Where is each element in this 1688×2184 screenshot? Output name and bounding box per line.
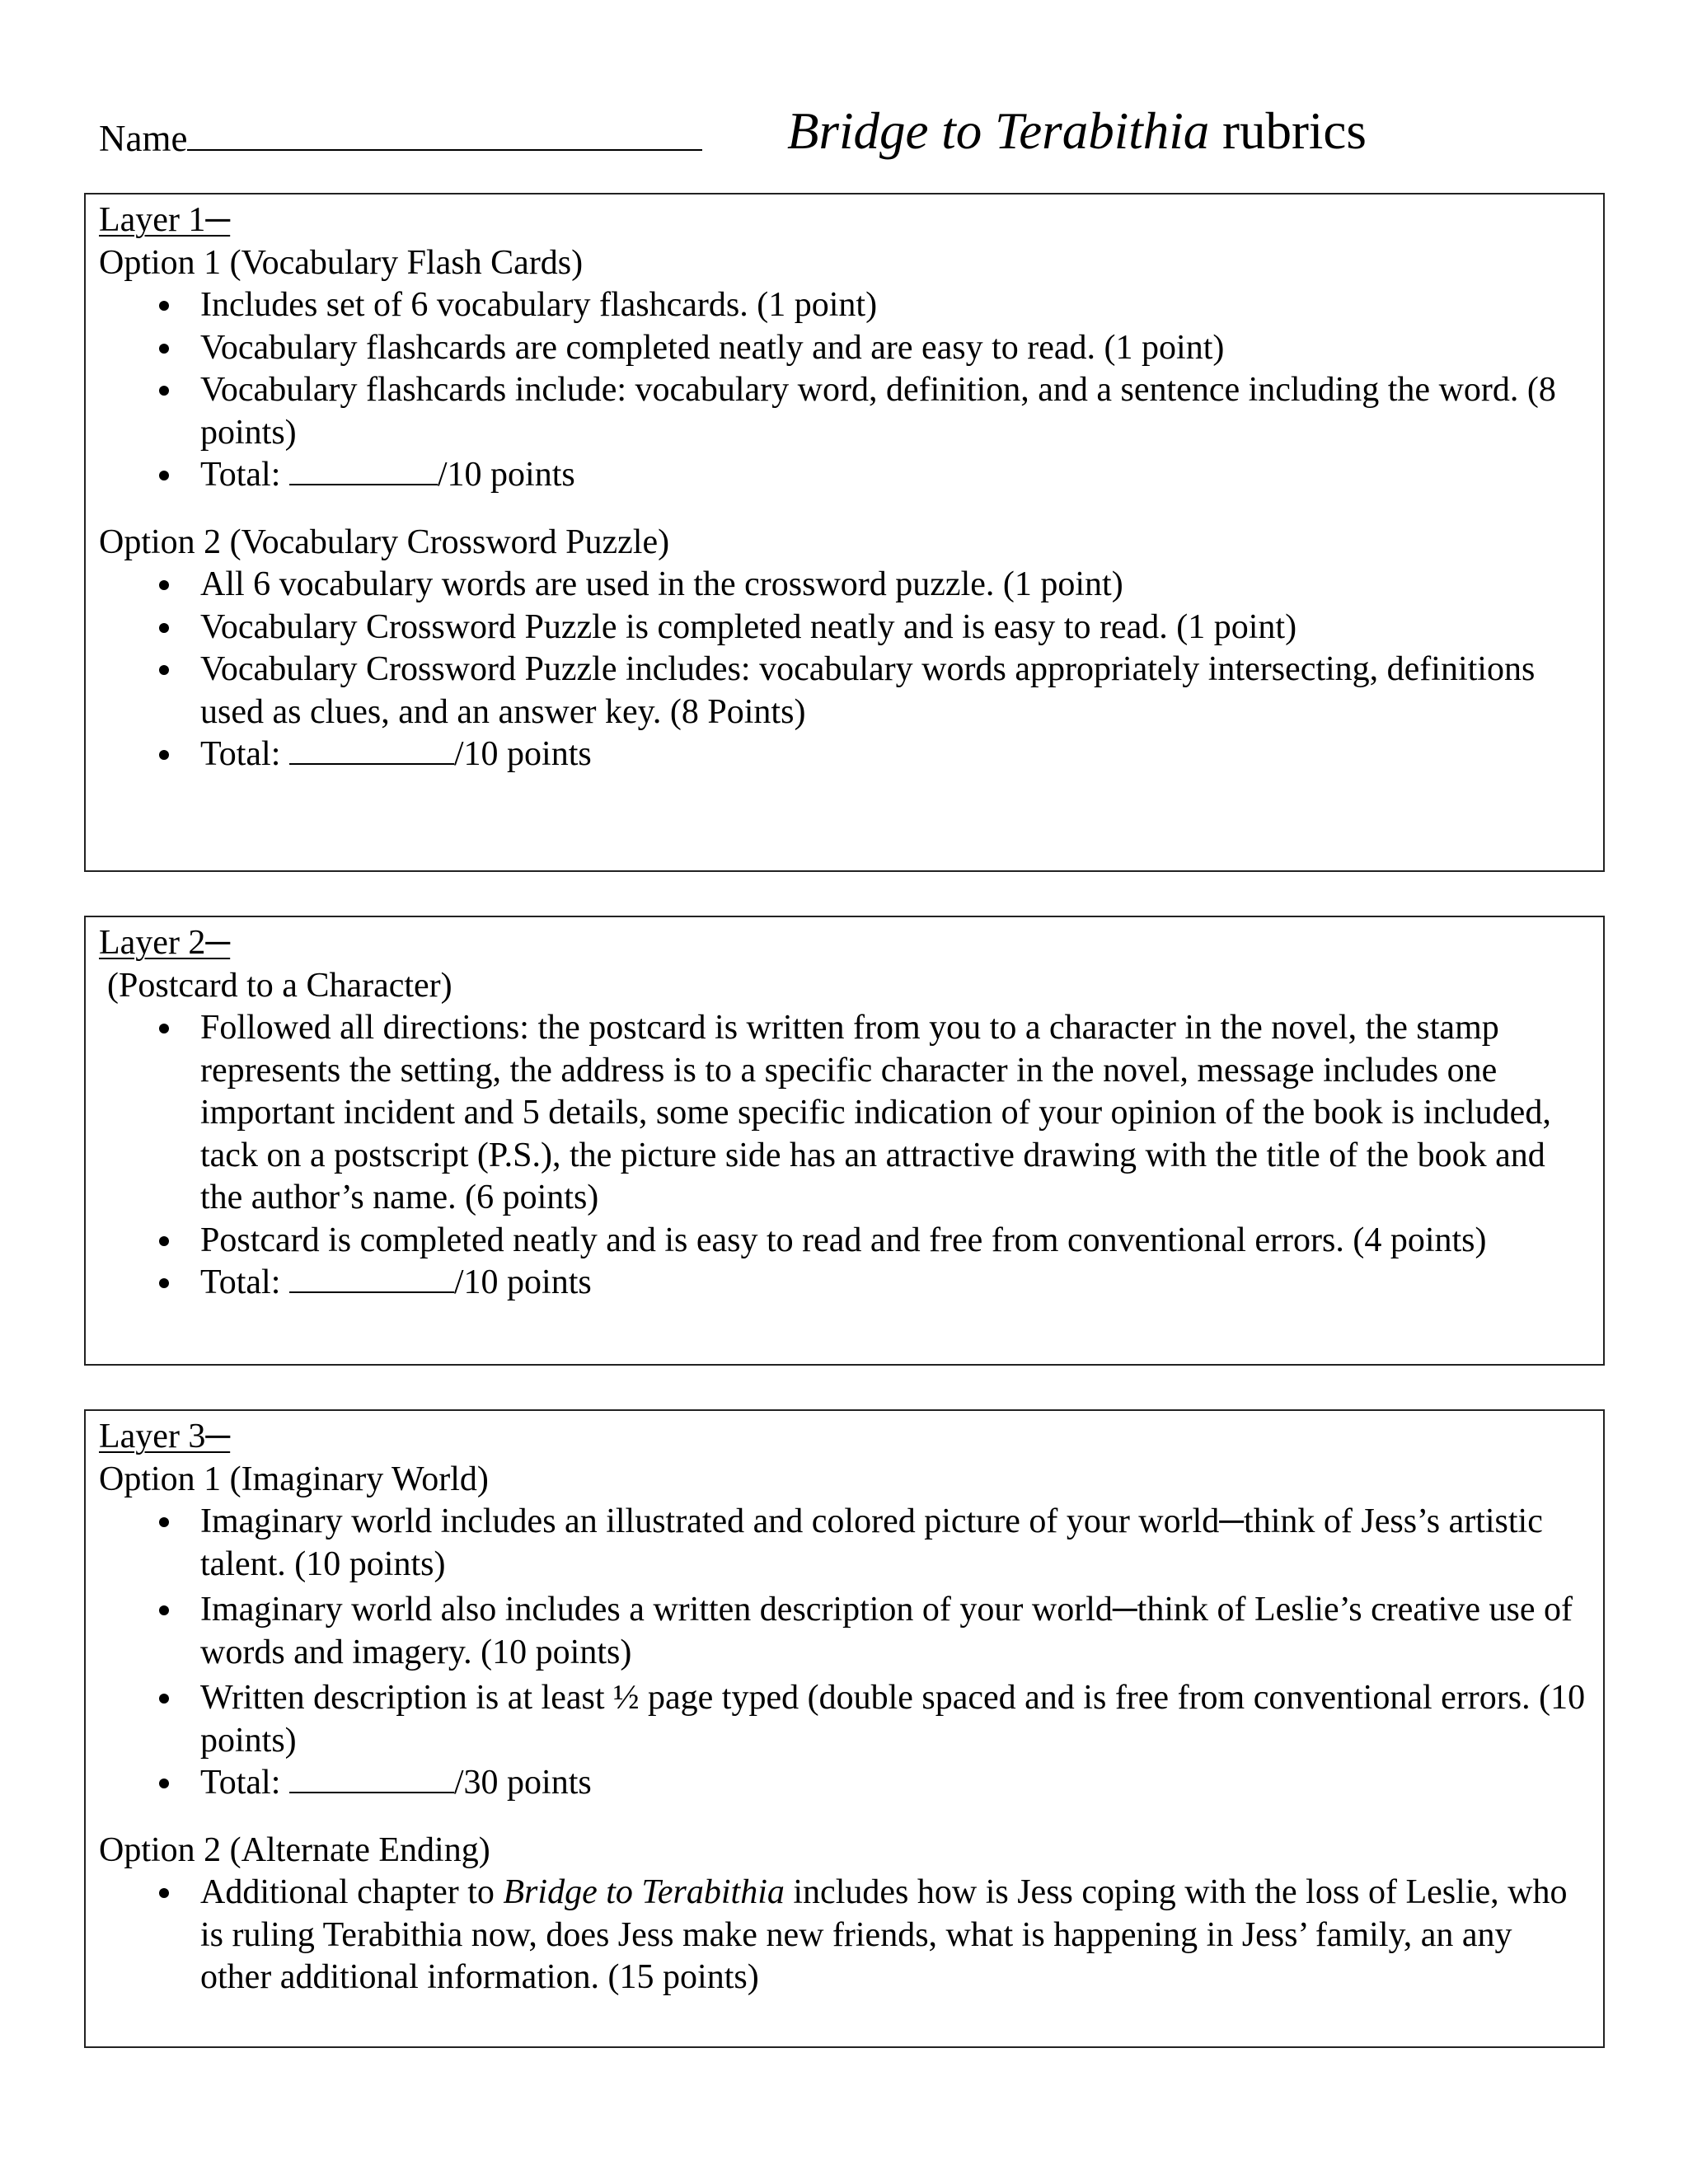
total-line: Total: /10 points	[99, 1262, 1590, 1305]
name-field[interactable]	[99, 114, 702, 163]
bullet-icon	[159, 1694, 169, 1704]
name-label: Name	[99, 118, 188, 159]
score-blank[interactable]	[289, 459, 438, 485]
bullet-icon	[159, 1024, 169, 1033]
page-title-suffix: rubrics	[1209, 102, 1367, 160]
page-title	[787, 98, 1367, 164]
bullet-icon	[159, 750, 169, 760]
layer-3-option-2-list	[99, 1872, 1590, 1999]
bullet-icon	[159, 1236, 169, 1246]
list-item: Followed all directions: the postcard is written from you to a character in the novel, the stamp represents the setting, the address is to a specific character in the novel, message includes one important incident and 5 details, some specific indication of your opinion of the book is included, tack on a postscript (P.S.), the picture side has an attractive drawing with the title of the book and the author’s name. (6 points)	[99, 1007, 1590, 1220]
bullet-icon	[159, 1779, 169, 1788]
score-blank[interactable]	[289, 1267, 454, 1293]
layer-3-box	[84, 1409, 1605, 2048]
bullet-icon	[159, 1605, 169, 1615]
bullet-icon	[159, 1278, 169, 1288]
bullet-icon	[159, 301, 169, 311]
total-line: Total: /30 points	[99, 1762, 1590, 1805]
layer-2-box	[84, 916, 1605, 1366]
list-item: Postcard is completed neatly and is easy to read and free from conventional errors. (4 points)	[99, 1220, 1590, 1263]
score-blank[interactable]	[289, 1767, 454, 1793]
list-item: Vocabulary flashcards are completed neatly and are easy to read. (1 point)	[99, 327, 1590, 370]
total-line: Total: /10 points	[99, 454, 1590, 497]
bullet-icon	[159, 344, 169, 354]
bullet-icon	[159, 623, 169, 633]
list-item: Vocabulary Crossword Puzzle is completed neatly and is easy to read. (1 point)	[99, 607, 1590, 649]
layer-3-option-2-heading: Option 2 (Alternate Ending)	[99, 1830, 490, 1869]
layer-1-box	[84, 193, 1605, 872]
layer-2-heading: (Postcard to a Character)	[107, 966, 452, 1005]
layer-1-title: Layer 1─	[99, 201, 231, 239]
layer-1-option-1-list	[99, 284, 1590, 497]
layer-1-option-2-heading: Option 2 (Vocabulary Crossword Puzzle)	[99, 523, 670, 561]
layer-3-option-1-list	[99, 1501, 1590, 1805]
list-item: Imaginary world includes an illustrated and colored picture of your world─think of Jess’s artistic talent. (10 points)	[99, 1501, 1590, 1586]
book-title: Bridge to Terabithia	[503, 1873, 785, 1911]
score-blank[interactable]	[289, 738, 454, 765]
bullet-icon	[159, 1517, 169, 1527]
layer-3-option-1-heading: Option 1 (Imaginary World)	[99, 1460, 489, 1498]
list-item: Vocabulary Crossword Puzzle includes: vocabulary words appropriately intersecting, definitions used as clues, and an answer key. (8 Points)	[99, 649, 1590, 733]
list-item: All 6 vocabulary words are used in the crossword puzzle. (1 point)	[99, 564, 1590, 607]
page-title-book: Bridge to Terabithia	[787, 102, 1210, 160]
layer-1-option-2-list	[99, 564, 1590, 776]
bullet-icon	[159, 386, 169, 396]
bullet-icon	[159, 580, 169, 590]
list-item: Imaginary world also includes a written description of your world─think of Leslie’s creative use of words and imagery. (10 points)	[99, 1589, 1590, 1674]
bullet-icon	[159, 665, 169, 675]
layer-3-title: Layer 3─	[99, 1418, 231, 1455]
total-line: Total: /10 points	[99, 733, 1590, 776]
bullet-icon	[159, 1888, 169, 1898]
list-item: Written description is at least ½ page typed (double spaced and is free from conventional errors. (10 points)	[99, 1677, 1590, 1762]
layer-2-title: Layer 2─	[99, 924, 231, 962]
layer-2-list	[99, 1007, 1590, 1305]
list-item: Vocabulary flashcards include: vocabulary word, definition, and a sentence including the word. (8 points)	[99, 369, 1590, 454]
bullet-icon	[159, 471, 169, 480]
list-item: Additional chapter to Bridge to Terabithia includes how is Jess coping with the loss of Leslie, who is ruling Terabithia now, does Jess make new friends, what is happening in Jess’ family, an any other additional information. (15 points)	[99, 1872, 1590, 1999]
list-item: Includes set of 6 vocabulary flashcards. (1 point)	[99, 284, 1590, 327]
name-blank-line[interactable]	[187, 116, 702, 151]
layer-1-option-1-heading: Option 1 (Vocabulary Flash Cards)	[99, 243, 584, 282]
